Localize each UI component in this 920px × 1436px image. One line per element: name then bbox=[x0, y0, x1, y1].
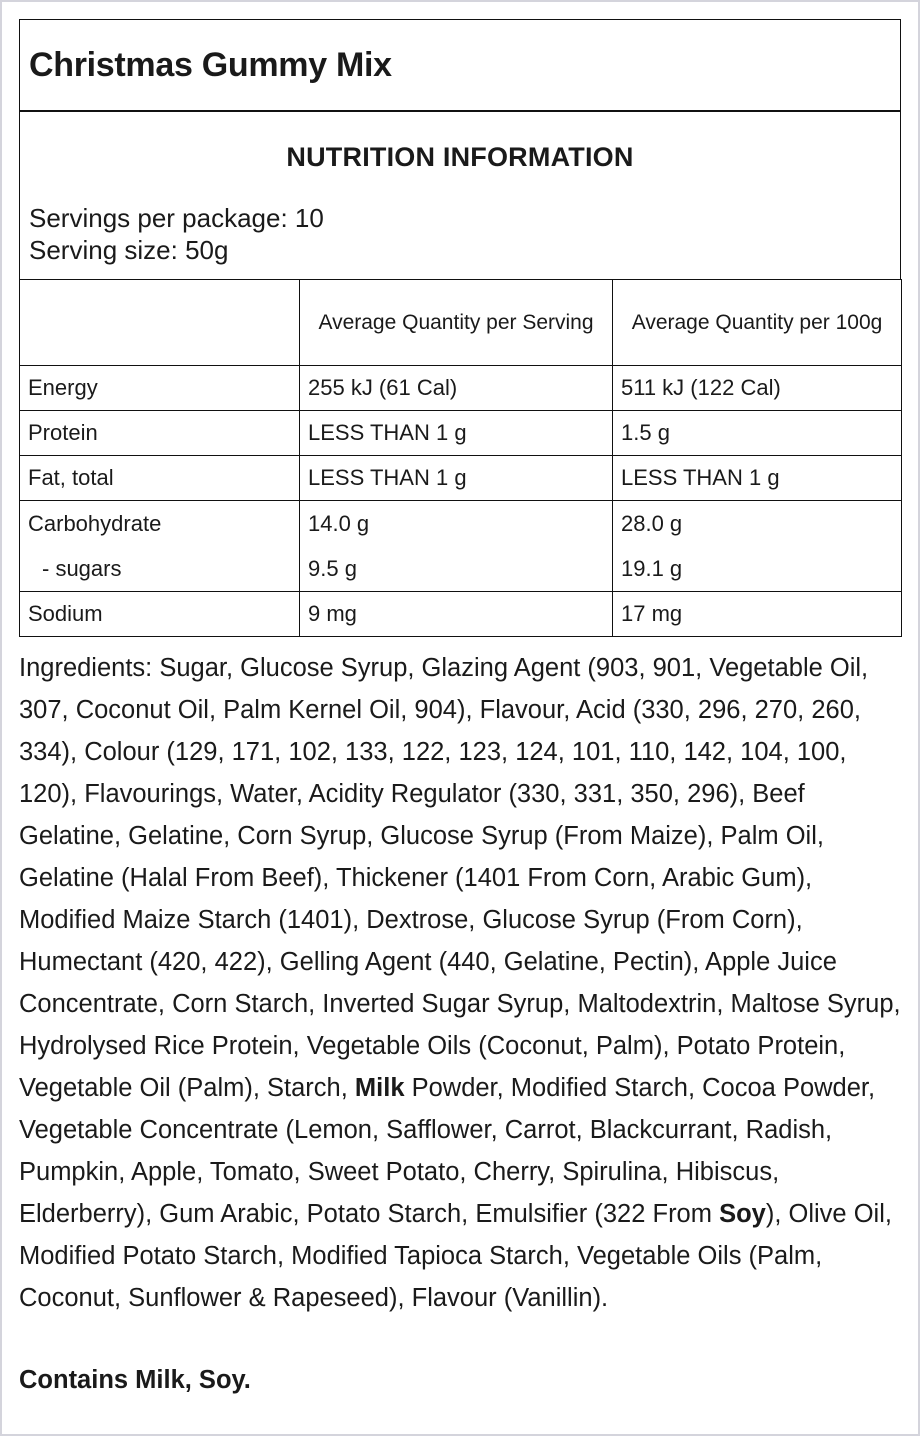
ingredients-part: Powder, Modified Starch, Cocoa Powder, Vegetable Concentrate (Lemon, Safflower, Carrot, Blackcurrant, Radish, Pumpkin, Apple, Tomato, Sweet Potato, Cherry, Spirulina, Hibiscus, Elderberry), Gum Arabic, Potato Starch, Emulsifier (322 From bbox=[19, 1074, 876, 1228]
per-serving-value: LESS THAN 1 g bbox=[300, 411, 613, 456]
ingredients-text bbox=[19, 647, 909, 1319]
per-serving-value: LESS THAN 1 g bbox=[300, 456, 613, 501]
nutrient-label: Carbohydrate bbox=[28, 511, 162, 536]
per-100g-value: 511 kJ (122 Cal) bbox=[613, 366, 902, 411]
per-100g-value: 17 mg bbox=[613, 592, 902, 637]
serving-size: Serving size: 50g bbox=[29, 235, 229, 265]
per-serving-value: 255 kJ (61 Cal) bbox=[300, 366, 613, 411]
per-serving-value: 9 mg bbox=[300, 592, 613, 637]
per-100g-cell bbox=[613, 501, 902, 592]
column-header-per-serving: Average Quantity per Serving bbox=[300, 280, 613, 366]
table-row-energy bbox=[20, 366, 902, 411]
nutrient-label: Fat, total bbox=[20, 456, 300, 501]
per-100g-value: 19.1 g bbox=[621, 556, 683, 581]
nutrient-sublabel: - sugars bbox=[42, 556, 122, 581]
per-serving-value: 9.5 g bbox=[308, 556, 357, 581]
product-title: Christmas Gummy Mix bbox=[29, 45, 392, 84]
nutrient-label: Energy bbox=[20, 366, 300, 411]
per-100g-value: LESS THAN 1 g bbox=[613, 456, 902, 501]
allergen-statement: Contains Milk, Soy. bbox=[19, 1366, 251, 1394]
nutrition-table bbox=[19, 279, 902, 637]
nutrient-label-cell bbox=[20, 501, 300, 592]
nutrition-info-header bbox=[19, 111, 901, 279]
column-header-label bbox=[20, 280, 300, 366]
table-row-sodium bbox=[20, 592, 902, 637]
per-serving-value: 14.0 g bbox=[308, 511, 370, 536]
per-100g-value: 28.0 g bbox=[621, 511, 683, 536]
per-100g-value: 1.5 g bbox=[613, 411, 902, 456]
ingredients-part: Ingredients: Sugar, Glucose Syrup, Glazing Agent (903, 901, Vegetable Oil, 307, Coconut Oil, Palm Kernel Oil, 904), Flavour, Acid (330, 296, 270, 260, 334), Colour (129, 171, 102, 133, 122, 123, 124, 101, 110, 142, 104, 100, 120), Flavourings, Water, Acidity Regulator (330, 331, 350, 296), Beef Gelatine, Gelatine, Corn Syrup, Glucose Syrup (From Maize), Palm Oil, Gelatine (Halal From Beef), Thickener (1401 From Corn, Arabic Gum), Modified Maize Starch (1401), Dextrose, Glucose Syrup (From Corn), Humectant (420, 422), Gelling Agent (440, Gelatine, Pectin), Apple Juice Concentrate, Corn Starch, Inverted Sugar Syrup, Maltodextrin, Maltose Syrup, Hydrolysed Rice Protein, Vegetable Oils (Coconut, Palm), Potato Protein, Vegetable Oil (Palm), Starch, bbox=[19, 654, 901, 1102]
per-serving-cell bbox=[300, 501, 613, 592]
allergen-soy: Soy bbox=[719, 1200, 766, 1228]
ingredients-part: ), Olive Oil, Modified Potato Starch, Modified Tapioca Starch, Vegetable Oils (Palm, Coconut, Sunflower & Rapeseed), Flavour (Vanillin). bbox=[19, 1200, 892, 1312]
column-header-per-100g: Average Quantity per 100g bbox=[613, 280, 902, 366]
nutrition-heading: NUTRITION INFORMATION bbox=[286, 142, 634, 172]
nutrient-label: Sodium bbox=[20, 592, 300, 637]
nutrient-label: Protein bbox=[20, 411, 300, 456]
title-box bbox=[19, 19, 901, 111]
table-row-fat bbox=[20, 456, 902, 501]
allergen-milk: Milk bbox=[354, 1074, 405, 1102]
nutrition-panel bbox=[19, 19, 901, 637]
table-header-row bbox=[20, 280, 902, 366]
table-row-protein bbox=[20, 411, 902, 456]
servings-per-package: Servings per package: 10 bbox=[29, 203, 324, 233]
table-row-carbohydrate bbox=[20, 501, 902, 592]
